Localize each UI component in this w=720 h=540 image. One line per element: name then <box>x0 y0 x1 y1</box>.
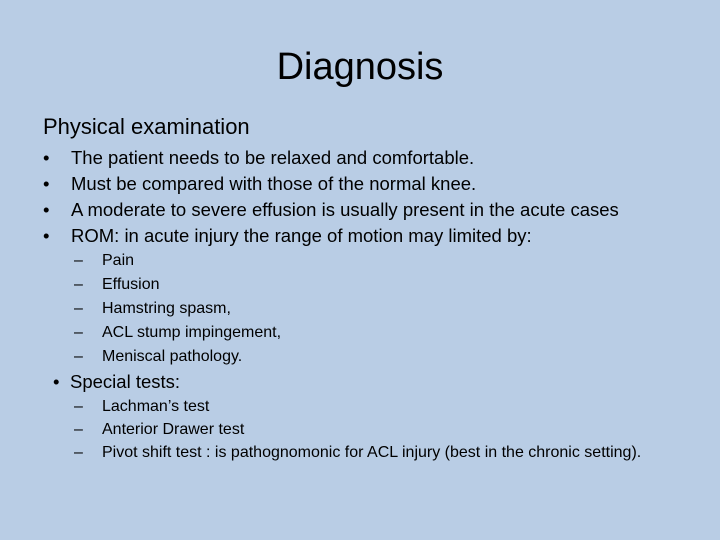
dash-icon: – <box>74 276 83 293</box>
bullet-icon: • <box>43 147 50 168</box>
list-item <box>43 223 619 249</box>
list-item <box>43 197 619 223</box>
list-item-text: The patient needs to be relaxed and comfortable. <box>71 147 475 168</box>
list-item-text: Pain <box>102 252 135 269</box>
examination-points <box>43 145 619 249</box>
list-item <box>74 395 694 418</box>
dash-icon: – <box>74 398 83 415</box>
list-item-text: Pivot shift test : is pathognomonic for ACL injury (best in the chronic setting). <box>102 444 642 461</box>
list-item <box>43 145 619 171</box>
bullet-icon: • <box>43 225 50 246</box>
list-item-text: ROM: in acute injury the range of motion may limited by: <box>71 225 532 246</box>
list-item <box>74 345 281 369</box>
dash-icon: – <box>74 300 83 317</box>
list-item-text: A moderate to severe effusion is usually present in the acute cases <box>71 199 619 220</box>
slide-title: Diagnosis <box>276 46 444 88</box>
list-item <box>74 441 694 464</box>
list-item <box>74 297 281 321</box>
list-item-text: Meniscal pathology. <box>102 348 243 365</box>
bullet-icon: • <box>43 199 50 220</box>
list-item-text: Hamstring spasm, <box>102 300 231 317</box>
list-item <box>74 249 281 273</box>
dash-icon: – <box>74 324 83 341</box>
dash-icon: – <box>74 348 83 365</box>
special-tests-heading <box>53 369 180 395</box>
section-heading: Physical examination <box>43 114 250 139</box>
rom-limit-list <box>74 249 281 369</box>
special-tests-label: Special tests: <box>70 371 181 392</box>
list-item-text: Anterior Drawer test <box>102 421 245 438</box>
list-item-text: Lachman’s test <box>102 398 210 415</box>
bullet-icon: • <box>43 173 50 194</box>
list-item-text: ACL stump impingement, <box>102 324 282 341</box>
list-item <box>74 273 281 297</box>
dash-icon: – <box>74 444 83 461</box>
list-item <box>74 321 281 345</box>
bullet-icon: • <box>53 371 60 392</box>
dash-icon: – <box>74 252 83 269</box>
list-item-text: Effusion <box>102 276 160 293</box>
list-item-text: Must be compared with those of the normal knee. <box>71 173 477 194</box>
dash-icon: – <box>74 421 83 438</box>
list-item <box>74 418 694 441</box>
special-tests-list <box>74 395 694 464</box>
list-item <box>43 171 619 197</box>
